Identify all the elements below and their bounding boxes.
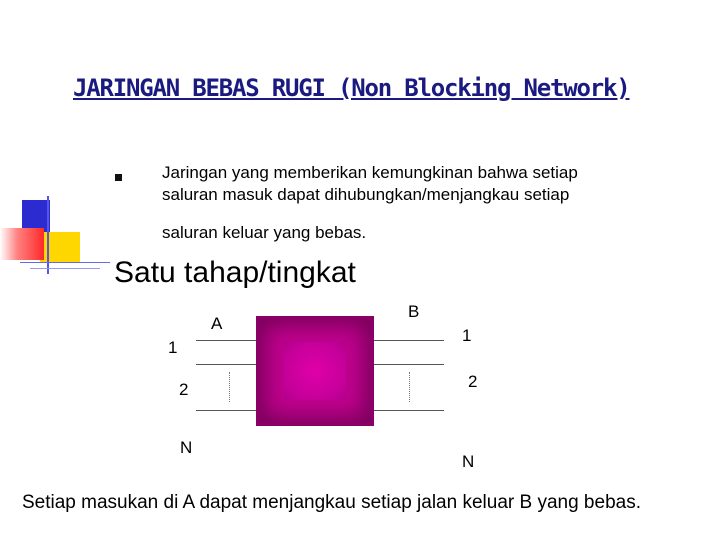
input-label-1: 1 <box>168 338 178 357</box>
bullet-marker <box>115 174 122 181</box>
output-label-1: 1 <box>462 326 472 345</box>
input-line <box>196 364 256 365</box>
output-ellipsis <box>409 372 410 402</box>
label-b: B <box>408 302 420 321</box>
bullet-text <box>162 162 682 244</box>
input-ellipsis <box>229 372 230 402</box>
input-label-n: N <box>180 438 193 457</box>
output-line <box>374 340 444 341</box>
slide-title: JARINGAN BEBAS RUGI (Non Blocking Network) <box>73 74 630 102</box>
bullet-line-3: saluran keluar yang bebas. <box>162 223 367 242</box>
section-subtitle: Satu tahap/tingkat <box>114 256 356 289</box>
input-line <box>196 340 256 341</box>
input-label-2: 2 <box>179 380 189 399</box>
output-line <box>374 410 444 411</box>
label-a: A <box>211 314 223 333</box>
input-line <box>196 410 256 411</box>
output-label-n: N <box>462 452 475 471</box>
output-label-2: 2 <box>468 372 478 391</box>
footer-caption: Setiap masukan di A dapat menjangkau setiap jalan keluar B yang bebas. <box>22 492 641 513</box>
bullet-line-1: Jaringan yang memberikan kemungkinan bahwa setiap <box>162 163 578 182</box>
switch-box <box>256 316 374 426</box>
bullet-line-2: saluran masuk dapat dihubungkan/menjangkau setiap <box>162 185 570 204</box>
output-line <box>374 364 444 365</box>
